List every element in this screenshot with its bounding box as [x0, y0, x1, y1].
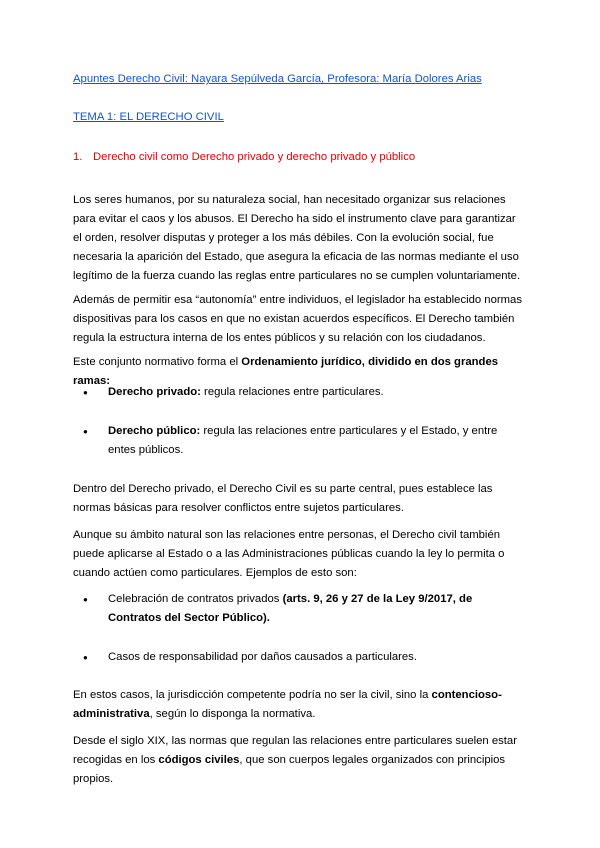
branches-list [73, 383, 523, 460]
paragraph-jurisdiccion [73, 686, 523, 724]
paragraph-codigos-start: Desde el siglo XIX, las normas que regulan las relaciones entre particulares suelen estar recogidas en los [73, 735, 517, 766]
branch-text: regula las relaciones entre particulares y el Estado, y entre entes públicos. [108, 425, 498, 456]
list-item [73, 422, 523, 460]
paragraph-ambito: Aunque su ámbito natural son las relaciones entre personas, el Derecho civil también puede aplicarse al Estado o a las Administraciones públicas cuando la ley lo permita o cuando actúen como particulares. Ejemplos de esto son: [73, 529, 505, 579]
branch-text: regula relaciones entre particulares. [200, 386, 384, 398]
paragraph-intro: Los seres humanos, por su naturaleza social, han necesitado organizar sus relaciones para evitar el caos y los abusos. El Derecho ha sido el instrumento clave para garantizar el orden, resolver disputas y proteger a los más débiles. Con la evolución social, fue necesaria la aparición del Estado, que asegura la eficacia de las normas mediante el uso legítimo de la fuerza cuando las reglas entre particulares no se cumplen voluntariamente. [73, 194, 521, 282]
section-number: 1. [73, 151, 83, 163]
paragraph-jurisdiccion-start: En estos casos, la jurisdicción competente podría no ser la civil, sino la [73, 689, 432, 701]
document-title-link[interactable]: Apuntes Derecho Civil: Nayara Sepúlveda García, Profesora: María Dolores Arias [73, 73, 482, 85]
branch-term: Derecho público: [108, 425, 201, 437]
section-heading [73, 148, 523, 167]
topic-title-link[interactable]: TEMA 1: EL DERECHO CIVIL [73, 111, 224, 123]
example-text: Celebración de contratos privados [108, 593, 283, 605]
example-text: Casos de responsabilidad por daños causados a particulares. [108, 651, 417, 663]
paragraph-codigos-bold: códigos civiles [158, 754, 240, 766]
example-bold: (arts. 9, 26 y 27 de la Ley 9/2017, de Contratos del Sector Público). [108, 593, 473, 624]
paragraph-jurisdiccion-bold: contencioso-administrativa [73, 689, 502, 720]
paragraph-codigos [73, 732, 523, 789]
paragraph-derecho-civil: Dentro del Derecho privado, el Derecho Civil es su parte central, pues establece las normas básicas para resolver conflictos entre sujetos particulares. [73, 483, 493, 514]
list-item [73, 383, 523, 402]
list-item [73, 648, 523, 667]
paragraph-codigos-end: , que son cuerpos legales organizados con principios propios. [73, 754, 506, 785]
paragraph-ordenamiento-bold: Ordenamiento jurídico, dividido en dos grandes ramas: [73, 356, 499, 387]
paragraph-autonomy: Además de permitir esa “autonomía” entre individuos, el legislador ha establecido normas dispositivas para los casos en que no existan acuerdos específicos. El Derecho también regula la estructura interna de los entes públicos y su relación con los ciudadanos. [73, 294, 522, 344]
paragraph-jurisdiccion-end: , según lo disponga la normativa. [149, 708, 316, 720]
branch-term: Derecho privado: [108, 386, 201, 398]
list-item [73, 590, 523, 628]
section-heading-text: Derecho civil como Derecho privado y derecho privado y público [93, 151, 416, 163]
paragraph-ordenamiento-text: Este conjunto normativo forma el [73, 356, 242, 368]
examples-list [73, 590, 523, 667]
